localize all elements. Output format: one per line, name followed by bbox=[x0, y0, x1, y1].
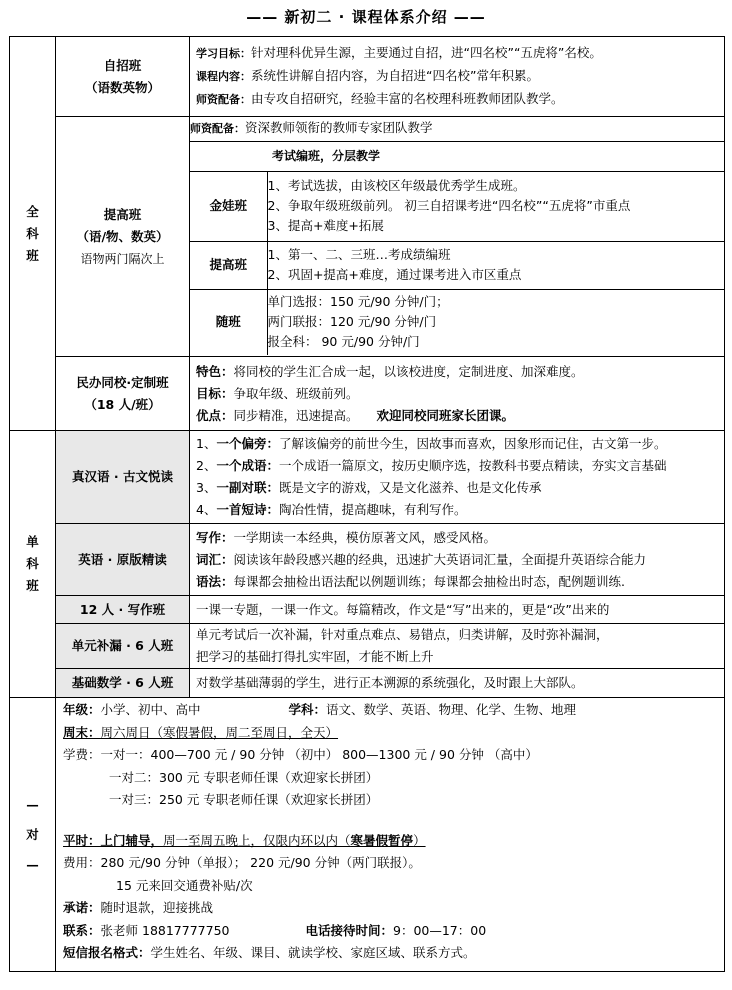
class-tigao-desc: 师资配备：资深教师领衔的教师专家团队教学 考试编班，分层教学 金娃班 1、考试选拔，由该校区年级最优秀学生成班。 2、争取年级班级前列。 初三自招课考进“四名校”“五虎将”市重点 3、提高+难度+拓展 提高班 1、第一、二、三班…考成绩编班 2、巩固+提高+难度，通过课考进入市区重点 随班 单门选报：150 元/90 分钟/门； 两门联报：120 元/90 分钟/门 报全科： 90 元/90 分钟/门 bbox=[190, 117, 725, 357]
exam-line: 考试编班，分层教学 bbox=[190, 141, 724, 171]
class-zizhao: 自招班 （语数英物） bbox=[56, 37, 190, 117]
class-buxi: 单元补漏 · 6 人班 bbox=[56, 624, 190, 669]
class-math-desc: 对数学基础薄弱的学生，进行正本溯源的系统强化，及时跟上大部队。 bbox=[190, 669, 725, 698]
class-tigao: 提高班 （语/物、数英） 语物两门隔次上 bbox=[56, 117, 190, 357]
one-to-one-desc: 年级：小学、初中、高中 学科：语文、数学、英语、物理、化学、生物、地理 周末：周六周日（寒假暑假，周二至周日，全天） 学费：一对一：400—700 元 / 90 分钟 （初中） 800—1300 元 / 90 分钟 （高中） 一对二：300 元 专职老师任课（欢迎家长拼团） 一对三：250 元 专职老师任课（欢迎家长拼团） 平时：上门辅导，周一至周五晚上，仅限内环以内（寒暑假暂停） 费用：280 元/90 分钟（单报）； 220 元/90 分钟（两门联报）。 15 元来回交通费补贴/次 承诺：随时退款，迎接挑战 联系：张老师 18817777750 电话接待时间：9：00—17：00 短信报名格式：学生姓名、年级、课目、就读学校、家庭区域、联系方式。 bbox=[56, 698, 725, 972]
class-writing-desc: 一课一专题，一课一作文。每篇精改，作文是“写”出来的，更是“改”出来的 bbox=[190, 596, 725, 624]
class-chinese: 真汉语 · 古文悦读 bbox=[56, 431, 190, 524]
class-buxi-desc: 单元考试后一次补漏，针对重点难点、易错点，归类讲解，及时弥补漏洞， 把学习的基础打得扎实牢固，才能不断上升 bbox=[190, 624, 725, 669]
tag-suiban: 随班 bbox=[190, 289, 267, 355]
section-label-full: 全 科 班 bbox=[10, 37, 56, 431]
class-minban: 民办同校·定制班 （18 人/班） bbox=[56, 357, 190, 431]
tag-jinwa: 金娃班 bbox=[190, 171, 267, 241]
course-table bbox=[9, 36, 725, 972]
page-title: —— 新初二 · 课程体系介绍 —— bbox=[246, 8, 486, 26]
class-math: 基础数学 · 6 人班 bbox=[56, 669, 190, 698]
class-minban-desc: 特色：将同校的学生汇合成一起，以该校进度，定制进度、加深难度。 目标：争取年级、班级前列。 优点：同步精准，迅速提高。 欢迎同校同班家长团课。 bbox=[190, 357, 725, 431]
class-chinese-desc: 1、一个偏旁：了解该偏旁的前世今生，因故事而喜欢，因象形而记住，古文第一步。 2、一个成语：一个成语一篇原文，按历史顺序选，按教科书要点精读，夯实文言基础 3、一副对联：既是文字的游戏，又是文化滋养、也是文化传承 4、一首短诗：陶冶性情，提高趣味，有利写作。 bbox=[190, 431, 725, 524]
class-writing: 12 人 · 写作班 bbox=[56, 596, 190, 624]
class-zizhao-desc: 学习目标：针对理科优异生源，主要通过自招，进“四名校”“五虎将”名校。 课程内容：系统性讲解自招内容，为自招进“四名校”常年积累。 师资配备：由专攻自招研究，经验丰富的名校理科班教师团队教学。 bbox=[190, 37, 725, 117]
tag-tigaoban: 提高班 bbox=[190, 241, 267, 289]
section-label-one: — 对 — bbox=[10, 698, 56, 972]
class-english-desc: 写作：一学期读一本经典，模仿原著文风，感受风格。 词汇：阅读该年龄段感兴趣的经典，迅速扩大英语词汇量，全面提升英语综合能力 语法：每课都会抽检出语法配以例题训练；每课都会抽检出时态，配例题训练. bbox=[190, 524, 725, 596]
class-english: 英语 · 原版精读 bbox=[56, 524, 190, 596]
section-label-single: 单 科 班 bbox=[10, 431, 56, 698]
